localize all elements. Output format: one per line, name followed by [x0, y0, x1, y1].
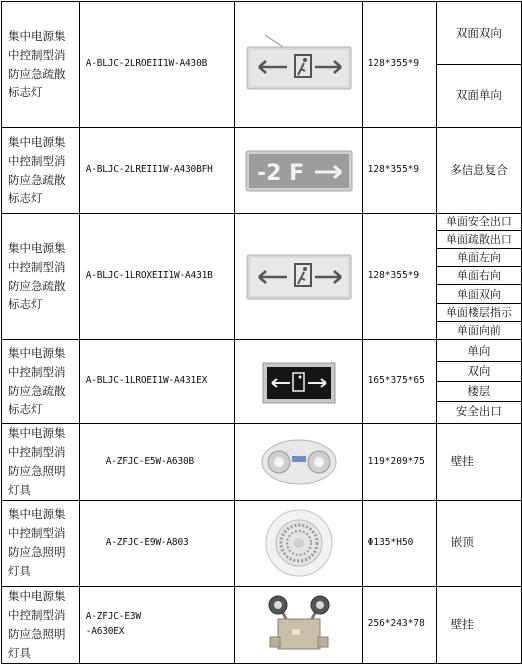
product-options: 嵌顶 [436, 500, 521, 586]
product-table [1, 1, 522, 664]
product-options: 壁挂 [436, 424, 521, 501]
option-label: 单面向前 [456, 323, 501, 337]
product-size: 128*355*9 [362, 214, 436, 340]
twin-spot-light-image [259, 434, 339, 490]
option-label: 单向 [437, 342, 521, 362]
product-name: 集中电源集中控制型消防应急疏散标志灯 [2, 214, 80, 340]
product-size: Φ135*H50 [362, 500, 436, 586]
table-row [2, 424, 522, 501]
product-image [235, 214, 362, 340]
product-name: 集中电源集中控制型消防应急照明灯具 [2, 424, 80, 501]
floor-sign-text: -2 F [256, 160, 304, 186]
product-image [235, 500, 362, 586]
option-label: 多信息复合 [450, 162, 508, 177]
table-row [2, 128, 522, 214]
product-name: 集中电源集中控制型消防应急照明灯具 [2, 586, 80, 663]
round-ceiling-light-image [263, 507, 335, 579]
option-label: 单面安全出口 [437, 214, 521, 231]
option-label: 楼层 [437, 382, 521, 402]
option-label: 双向 [437, 362, 521, 382]
product-options: 壁挂 [436, 586, 521, 663]
product-size: 128*355*9 [362, 2, 436, 128]
product-image [235, 340, 362, 424]
product-size: 256*243*78 [362, 586, 436, 663]
table-row [2, 2, 522, 128]
product-model: A-BLJC-1LROXEII1W-A431B [79, 214, 235, 340]
option-label: 单面左向 [437, 250, 521, 267]
product-model: A-BLJC-2LROEII1W-A430B [79, 2, 235, 128]
product-name: 集中电源集中控制型消防应急照明灯具 [2, 500, 80, 586]
option-label: 单面双向 [437, 287, 521, 304]
option-label: 单面疏散出口 [437, 232, 521, 249]
product-model: A-BLJC-2LREII1W-A430BFH [79, 128, 235, 214]
product-image [235, 424, 362, 501]
product-name: 集中电源集中控制型消防应急疏散标志灯 [2, 2, 80, 128]
product-model: A-ZFJC-E5W-A630B [79, 424, 235, 501]
option-label: 单面楼层指示 [437, 305, 521, 322]
table-row [2, 214, 522, 340]
product-name: 集中电源集中控制型消防应急疏散标志灯 [2, 340, 80, 424]
option-label: 双面单向 [455, 88, 502, 102]
product-image [235, 128, 362, 214]
product-size: 165*375*65 [362, 340, 436, 424]
table-row [2, 500, 522, 586]
product-options [436, 128, 521, 214]
product-image [235, 2, 362, 128]
product-model: A-ZFJC-E9W-A803 [79, 500, 235, 586]
product-options [436, 2, 521, 128]
product-name: 集中电源集中控制型消防应急疏散标志灯 [2, 128, 80, 214]
product-size: 119*209*75 [362, 424, 436, 501]
exit-sign-image [243, 249, 355, 305]
table-row [2, 340, 522, 424]
explosion-proof-light-image [256, 593, 342, 657]
exit-sign-image [243, 33, 355, 97]
product-model: A-BLJC-1LROEI1W-A431EX [79, 340, 235, 424]
floor-sign-image [243, 147, 355, 195]
option-label: 安全出口 [455, 404, 502, 418]
product-options [436, 340, 521, 424]
product-options [436, 214, 521, 340]
exit-sign-box-image [259, 357, 339, 407]
product-size: 128*355*9 [362, 128, 436, 214]
option-label: 单面右向 [437, 268, 521, 285]
product-model: A-ZFJC-E3W-A630EX [79, 586, 235, 663]
option-label: 双面双向 [437, 3, 521, 65]
